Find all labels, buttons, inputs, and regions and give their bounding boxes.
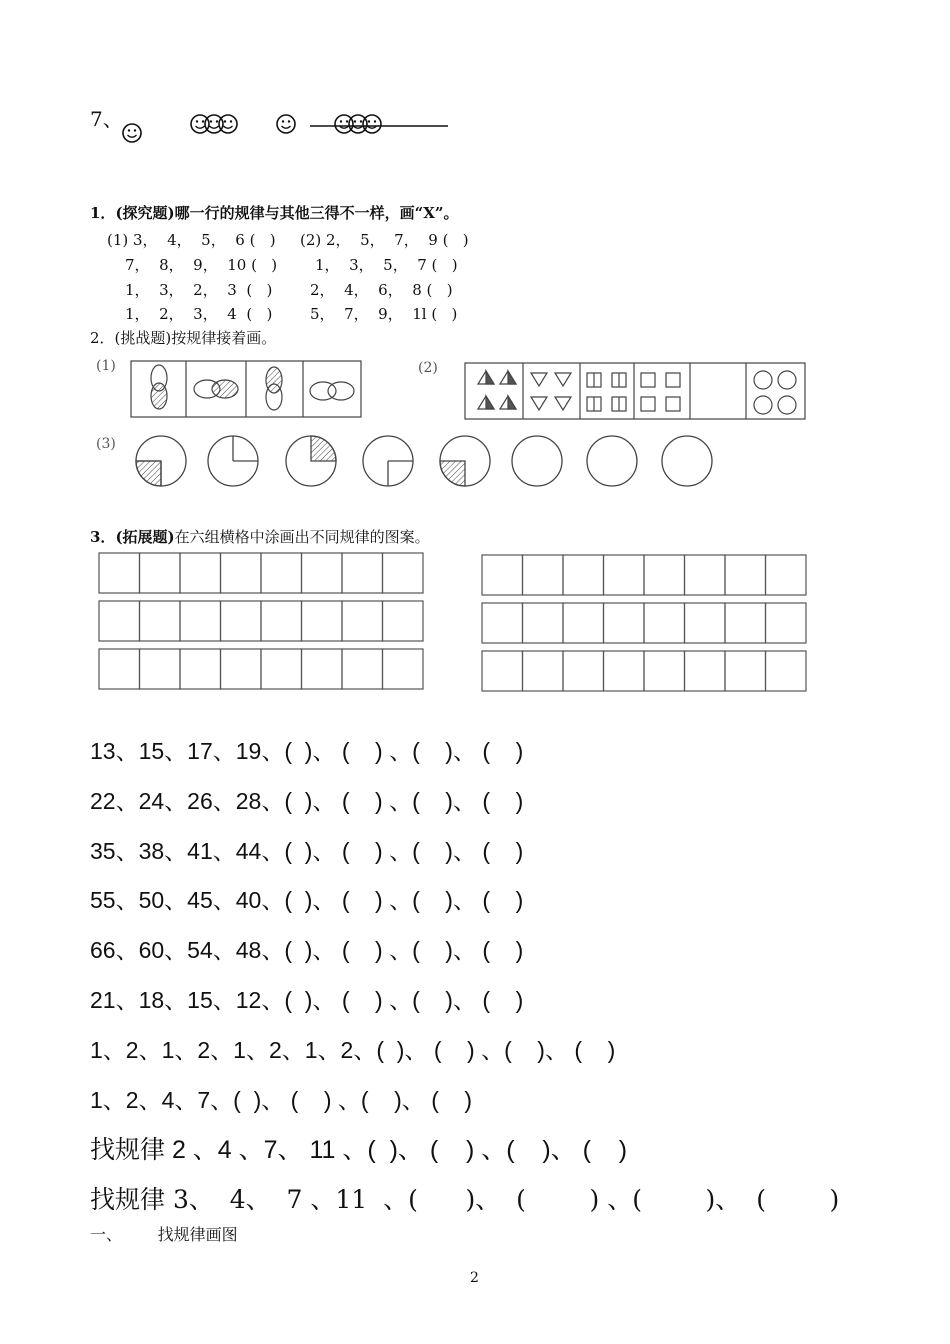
- grid-cell[interactable]: [261, 553, 302, 593]
- grid-cell[interactable]: [604, 603, 645, 643]
- pattern-grid-4[interactable]: [482, 555, 806, 595]
- grid-cell[interactable]: [342, 601, 383, 641]
- q1-left-row-1: (1) 3， 4， 5， 6 ( ): [107, 231, 276, 249]
- grid-cell[interactable]: [766, 603, 807, 643]
- grid-cell[interactable]: [302, 553, 343, 593]
- sequence-row-6: 21、18、15、12、( )、 ( ) 、( )、 ( ): [90, 987, 524, 1013]
- sequence-row-7: 1、2、1、2、1、2、1、2、( )、 ( ) 、( )、 ( ): [90, 1037, 616, 1063]
- grid-cell[interactable]: [482, 651, 523, 691]
- sequence-row-10: 找规律 3、 4、 7 、11 、( )、 ( ) 、( )、 ( ): [90, 1185, 840, 1214]
- grid-cell[interactable]: [140, 601, 181, 641]
- pattern-grid-5[interactable]: [482, 603, 806, 643]
- q1-right-row-2: 1， 3， 5， 7 ( ): [315, 256, 458, 274]
- section-heading: 一、 找规律画图: [90, 1225, 238, 1244]
- q3-heading: 3．(拓展题)在六组横格中涂画出不同规律的图案。: [90, 528, 430, 546]
- q1-left-row-3: 1， 3， 2， 3 ( ): [125, 281, 273, 299]
- pattern-grid-3[interactable]: [99, 649, 423, 689]
- grid-cell[interactable]: [563, 603, 604, 643]
- grid-cell[interactable]: [725, 603, 766, 643]
- grid-cell[interactable]: [725, 555, 766, 595]
- q1-right-row-3: 2， 4， 6， 8 ( ): [310, 281, 453, 299]
- grid-cell[interactable]: [604, 651, 645, 691]
- grid-cell[interactable]: [685, 555, 726, 595]
- grid-cell[interactable]: [766, 651, 807, 691]
- sequence-row-3: 35、38、41、44、( )、 ( ) 、( )、 ( ): [90, 838, 524, 864]
- q2-heading: 2．(挑战题)按规律接着画。: [90, 329, 277, 347]
- q1-right-row-1: (2) 2， 5， 7， 9 ( ): [300, 231, 469, 249]
- grid-cell[interactable]: [644, 651, 685, 691]
- grid-cell[interactable]: [604, 555, 645, 595]
- sequence-row-8: 1、2、4、7、( )、 ( ) 、( )、 ( ): [90, 1087, 473, 1113]
- grid-cell[interactable]: [766, 555, 807, 595]
- grid-cell[interactable]: [523, 555, 564, 595]
- q7-label: 7、: [90, 107, 123, 131]
- grid-cell[interactable]: [563, 555, 604, 595]
- grid-cell[interactable]: [383, 553, 424, 593]
- pattern-grid-1[interactable]: [99, 553, 423, 593]
- q2-part1-label: (1): [96, 358, 116, 374]
- grid-cell[interactable]: [644, 555, 685, 595]
- grid-cell[interactable]: [644, 603, 685, 643]
- grid-cell[interactable]: [140, 649, 181, 689]
- grid-cell[interactable]: [482, 555, 523, 595]
- grid-cell[interactable]: [342, 649, 383, 689]
- grid-cell[interactable]: [99, 649, 140, 689]
- q1-left-row-2: 7， 8， 9， 10 ( ): [125, 256, 278, 274]
- grid-cell[interactable]: [563, 651, 604, 691]
- grid-cell[interactable]: [685, 651, 726, 691]
- grid-cell[interactable]: [482, 603, 523, 643]
- grid-cell[interactable]: [523, 603, 564, 643]
- sequence-row-2: 22、24、26、28、( )、 ( ) 、( )、 ( ): [90, 788, 524, 814]
- q2-part3-label: (3): [96, 436, 116, 452]
- grid-cell[interactable]: [180, 601, 221, 641]
- grid-cell[interactable]: [302, 649, 343, 689]
- q2-part2-label: (2): [418, 360, 438, 376]
- sequence-row-5: 66、60、54、48、( )、 ( ) 、( )、 ( ): [90, 937, 524, 963]
- grid-cell[interactable]: [180, 649, 221, 689]
- q1-left-row-4: 1， 2， 3， 4 ( ): [125, 305, 273, 323]
- grid-cell[interactable]: [523, 651, 564, 691]
- grid-cell[interactable]: [99, 601, 140, 641]
- sequence-row-9: 找规律 2 、4 、7、 11 、( )、 ( ) 、( )、 ( ): [90, 1136, 628, 1164]
- grid-cell[interactable]: [261, 601, 302, 641]
- grid-cell[interactable]: [99, 553, 140, 593]
- pattern-grid-2[interactable]: [99, 601, 423, 641]
- grid-cell[interactable]: [221, 601, 262, 641]
- q1-heading: 1．(探究题)哪一行的规律与其他三得不一样，画“X”。: [90, 204, 459, 222]
- grid-cell[interactable]: [180, 553, 221, 593]
- grid-cell[interactable]: [140, 553, 181, 593]
- grid-cell[interactable]: [302, 601, 343, 641]
- q1-right-row-4: 5， 7， 9， 1l ( ): [310, 305, 458, 323]
- grid-cell[interactable]: [725, 651, 766, 691]
- grid-cell[interactable]: [342, 553, 383, 593]
- sequence-row-1: 13、15、17、19、( )、 ( ) 、( )、 ( ): [90, 738, 524, 764]
- pattern-grid-6[interactable]: [482, 651, 806, 691]
- grid-cell[interactable]: [685, 603, 726, 643]
- page-number: 2: [470, 1270, 479, 1286]
- grid-cell[interactable]: [221, 649, 262, 689]
- grid-cell[interactable]: [221, 553, 262, 593]
- grid-cell[interactable]: [383, 649, 424, 689]
- sequence-row-4: 55、50、45、40、( )、 ( ) 、( )、 ( ): [90, 887, 524, 913]
- grid-cell[interactable]: [383, 601, 424, 641]
- grid-cell[interactable]: [261, 649, 302, 689]
